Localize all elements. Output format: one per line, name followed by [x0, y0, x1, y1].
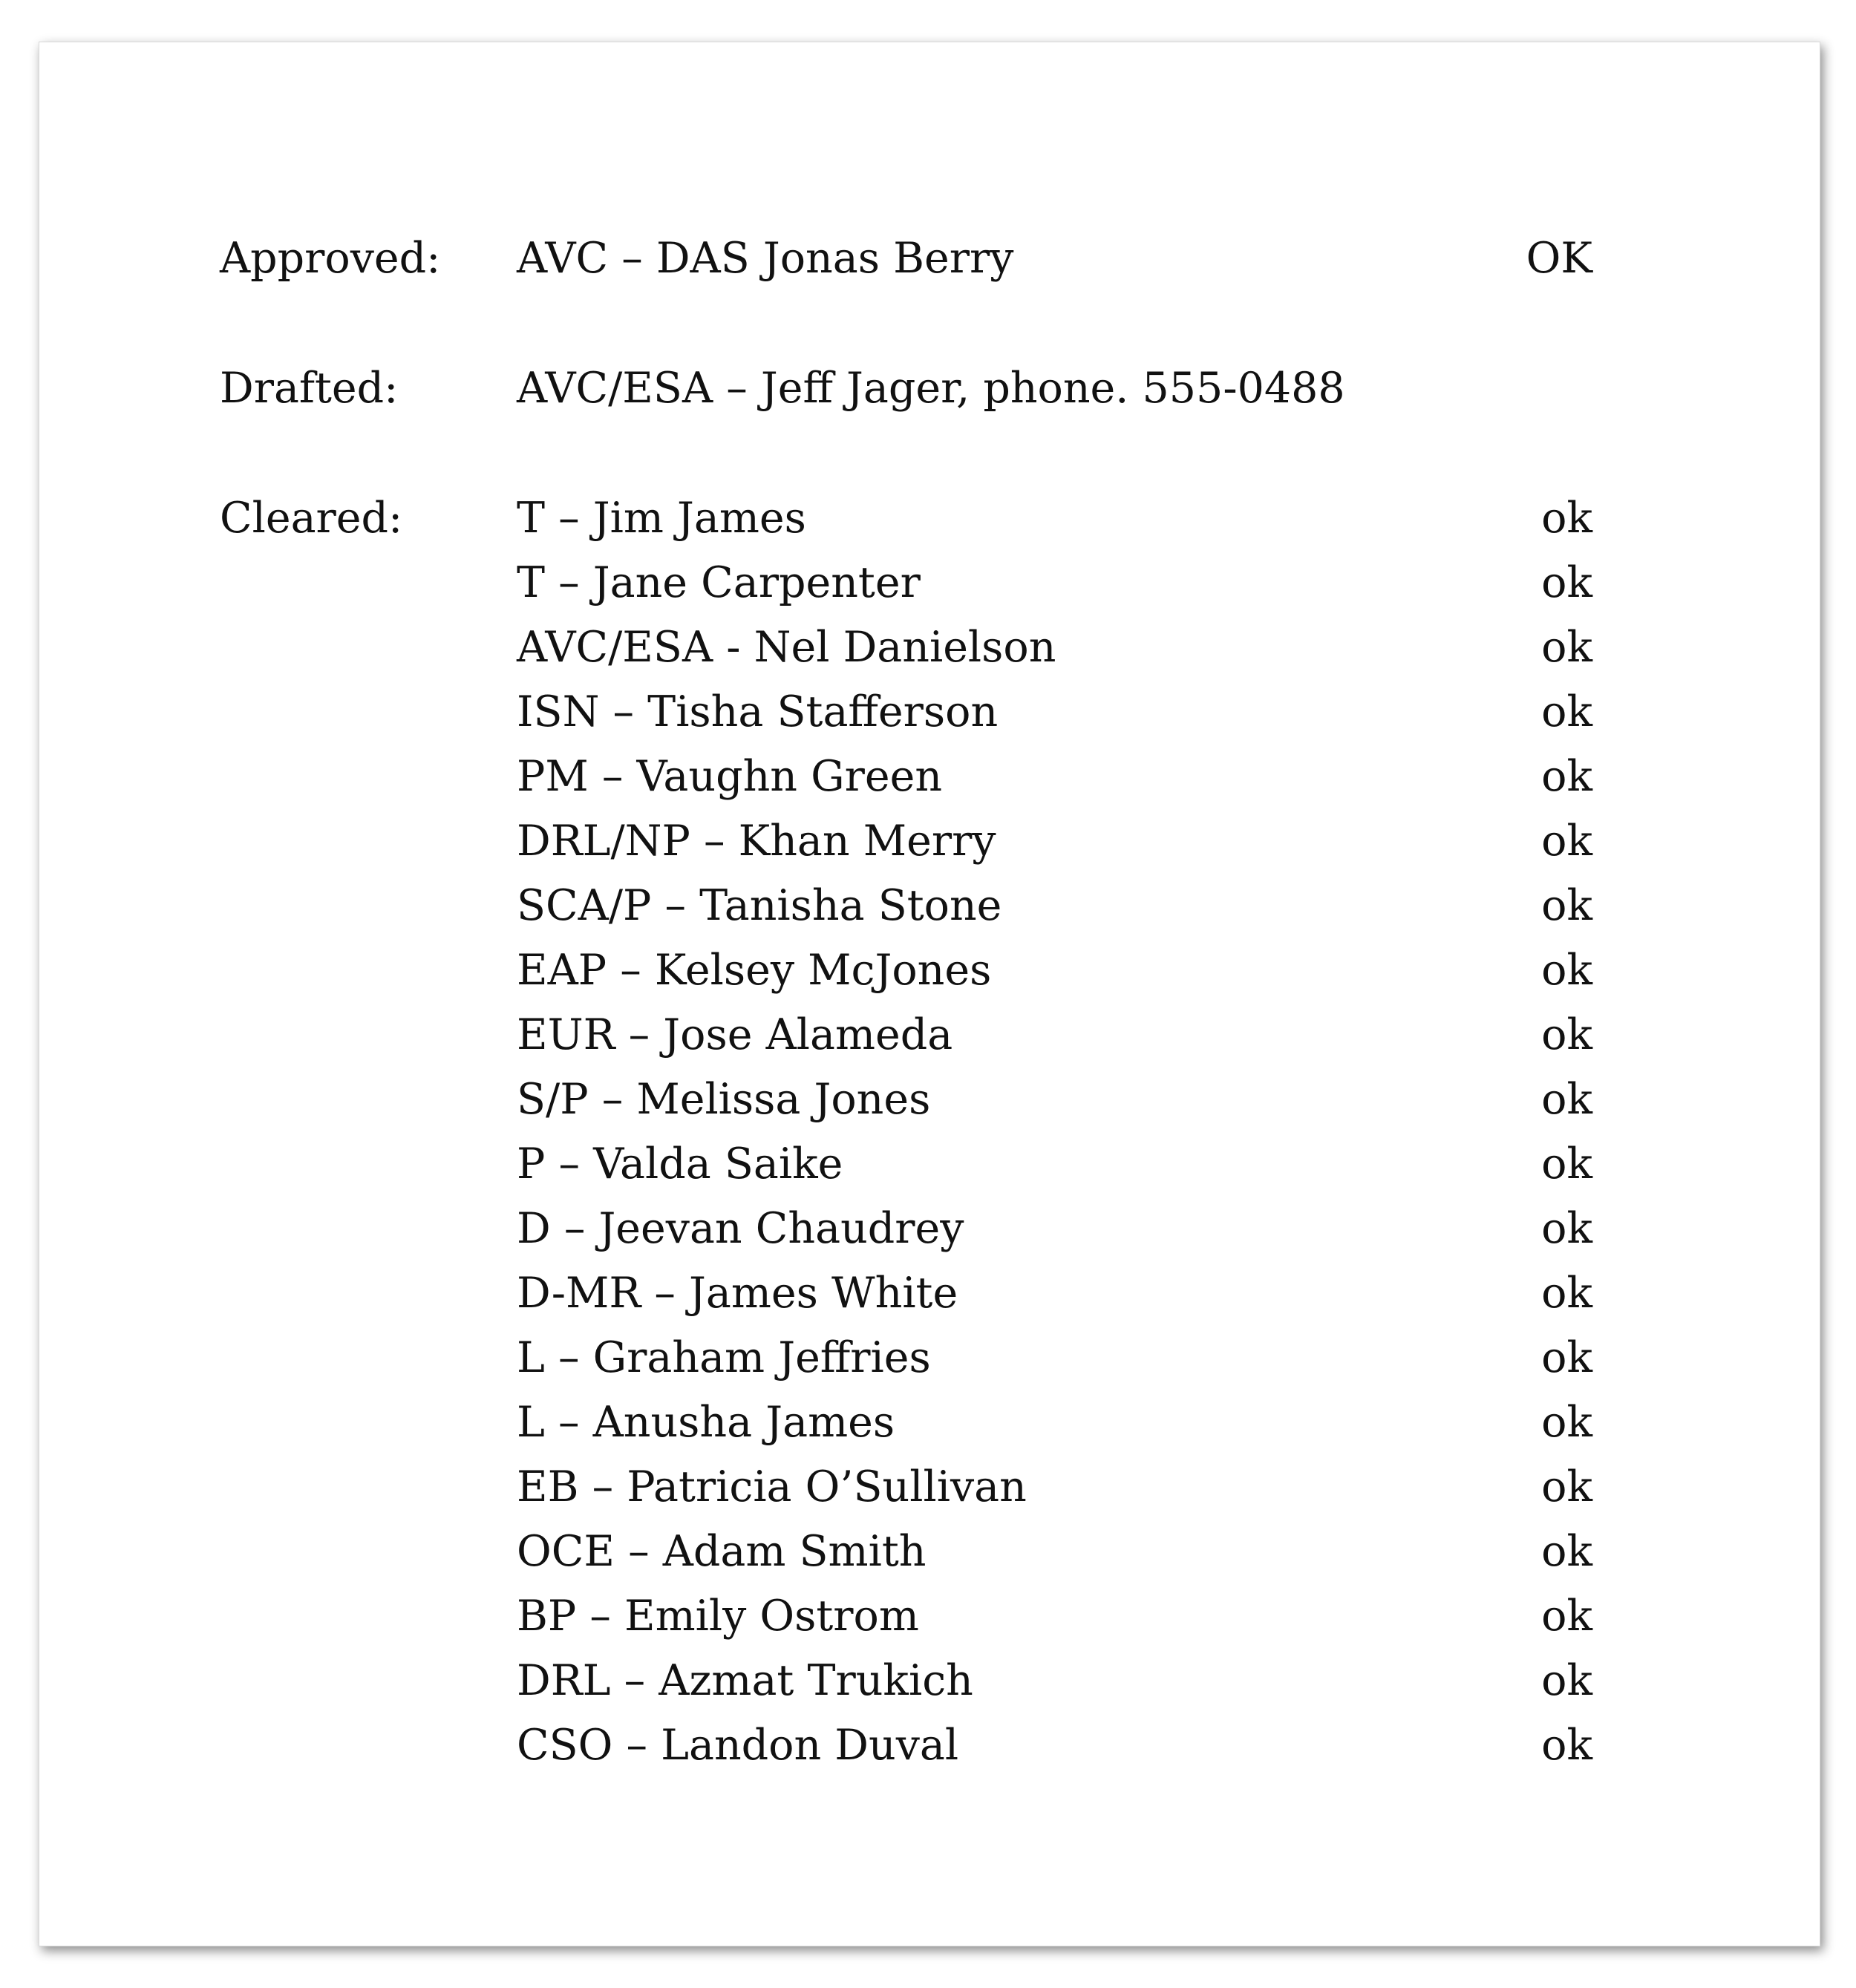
cleared-row-11 [39, 1196, 1820, 1261]
cleared-status: ok [1541, 1139, 1592, 1188]
cleared-row-14 [39, 1390, 1820, 1455]
drafted-name: AVC/ESA – Jeff Jager, phone. 555-0488 [517, 364, 1345, 413]
cleared-row-10 [39, 1131, 1820, 1197]
cleared-row-5 [39, 808, 1820, 874]
cleared-row-13 [39, 1325, 1820, 1390]
cleared-status: ok [1541, 1721, 1592, 1770]
cleared-name: L – Anusha James [517, 1398, 895, 1447]
cleared-name: SCA/P – Tanisha Stone [517, 881, 1002, 930]
cleared-name: ISN – Tisha Stafferson [517, 687, 999, 736]
cleared-name: EAP – Kelsey McJones [517, 946, 992, 995]
cleared-status: ok [1541, 1010, 1592, 1059]
cleared-status: ok [1541, 1333, 1592, 1382]
approved-name: AVC – DAS Jonas Berry [517, 234, 1014, 283]
cleared-status: ok [1541, 752, 1592, 801]
cleared-name: EB – Patricia O’Sullivan [517, 1462, 1027, 1511]
cleared-name: D-MR – James White [517, 1269, 958, 1318]
cleared-status: ok [1541, 1075, 1592, 1124]
cleared-row-2 [39, 615, 1820, 680]
cleared-name: PM – Vaughn Green [517, 752, 943, 801]
cleared-status: ok [1541, 817, 1592, 866]
cleared-status: ok [1541, 1204, 1592, 1253]
cleared-row-8 [39, 1002, 1820, 1067]
cleared-name: D – Jeevan Chaudrey [517, 1204, 964, 1253]
cleared-name: DRL/NP – Khan Merry [517, 817, 996, 866]
cleared-name: EUR – Jose Alameda [517, 1010, 953, 1059]
cleared-name: OCE – Adam Smith [517, 1527, 927, 1576]
cleared-status: ok [1541, 1398, 1592, 1447]
document-page [39, 42, 1820, 1946]
cleared-label: Cleared: [220, 494, 403, 543]
cleared-row-4 [39, 744, 1820, 809]
cleared-status: ok [1541, 558, 1592, 607]
cleared-status: ok [1541, 623, 1592, 672]
cleared-row-12 [39, 1261, 1820, 1326]
cleared-name: S/P – Melissa Jones [517, 1075, 931, 1124]
cleared-name: T – Jane Carpenter [517, 558, 921, 607]
cleared-row-17 [39, 1583, 1820, 1649]
cleared-status: ok [1541, 881, 1592, 930]
approved-status: OK [1526, 234, 1592, 283]
cleared-status: ok [1541, 687, 1592, 736]
cleared-status: ok [1541, 1269, 1592, 1318]
cleared-row-19 [39, 1713, 1820, 1778]
cleared-row-15 [39, 1454, 1820, 1520]
cleared-name: BP – Emily Ostrom [517, 1592, 919, 1641]
cleared-row-0 [39, 485, 1820, 551]
cleared-row-18 [39, 1648, 1820, 1713]
cleared-row-16 [39, 1519, 1820, 1584]
cleared-name: P – Valda Saike [517, 1139, 843, 1188]
cleared-status: ok [1541, 946, 1592, 995]
cleared-row-1 [39, 550, 1820, 615]
cleared-row-6 [39, 873, 1820, 938]
cleared-name: DRL – Azmat Trukich [517, 1656, 973, 1705]
approved-label: Approved: [220, 234, 441, 283]
cleared-name: T – Jim James [517, 494, 806, 543]
cleared-name: AVC/ESA - Nel Danielson [517, 623, 1056, 672]
cleared-name: CSO – Landon Duval [517, 1721, 959, 1770]
cleared-status: ok [1541, 1527, 1592, 1576]
cleared-row-9 [39, 1067, 1820, 1132]
drafted-label: Drafted: [220, 364, 399, 413]
drafted-row [39, 356, 1820, 421]
cleared-name: L – Graham Jeffries [517, 1333, 931, 1382]
cleared-row-7 [39, 938, 1820, 1003]
cleared-row-3 [39, 679, 1820, 745]
cleared-status: ok [1541, 494, 1592, 543]
cleared-status: ok [1541, 1592, 1592, 1641]
cleared-status: ok [1541, 1462, 1592, 1511]
cleared-status: ok [1541, 1656, 1592, 1705]
approved-row [39, 226, 1820, 291]
